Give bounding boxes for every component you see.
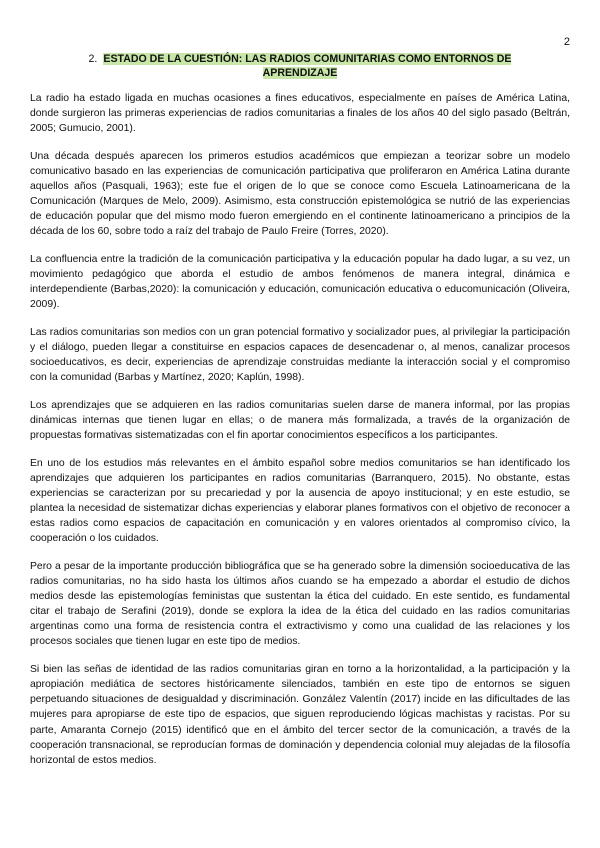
paragraph: Una década después aparecen los primeros estudios académicos que empiezan a teorizar sobre un modelo comunicativo basado en las experiencias de comunicación participativa que proliferaron en América Latina durante aquellos años (Pasquali, 1963); este fue el origen de lo que se conoce como Escuela Latinoamericana de la Comunicación (Marques de Melo, 2009). Asimismo, esta construcción epistemológica se nutrió de las experiencias de educación popular que del mismo modo fueron emergiendo en el continente latinoamericano a principios de la década de los 60, sobre todo a raíz del trabajo de Paulo Freire (Torres, 2020). <box>30 150 570 238</box>
section-heading <box>30 52 570 80</box>
section-title-line-2: APRENDIZAJE <box>262 67 338 79</box>
section-number: 2. <box>88 53 98 65</box>
paragraph: La radio ha estado ligada en muchas ocasiones a fines educativos, especialmente en países de América Latina, donde surgieron las primeras experiencias de radios comunitarias a finales de los años 40 del siglo pasado (Beltrán, 2005; Gumucio, 2001). <box>30 93 570 135</box>
paragraph: Si bien las señas de identidad de las radios comunitarias giran en torno a la horizontalidad, a la participación y la apropiación mediática de sectores históricamente silenciados, también en este tipo de entornos se siguen perpetuando situaciones de desigualdad y discriminación. González Valentín (2017) incide en las dificultades de las mujeres para apropiarse de este tipo de espacios, que siguen reproduciendo lógicas machistas y racistas. Por su parte, Amaranta Cornejo (2015) identificó que en el ámbito del tercer sector de la comunicación, a través de la cooperación transnacional, se reproducían formas de dominación y dependencia colonial muy alejadas de la filosofía horizontal de estos medios. <box>30 664 570 766</box>
paragraph: Las radios comunitarias son medios con un gran potencial formativo y socializador pues, al privilegiar la participación y el diálogo, pueden llegar a constituirse en espacios capaces de desencadenar o, al menos, canalizar procesos socioeducativos, es decir, experiencias de aprendizaje construidas mediante la interacción social y el compromiso con la comunidad (Barbas y Martínez, 2020; Kaplún, 1998). <box>30 327 570 384</box>
paragraph: Pero a pesar de la importante producción bibliográfica que se ha generado sobre la dimensión socioeducativa de las radios comunitarias, no ha sido hasta los últimos años cuando se ha empezado a abordar el estudio de dichos medios desde las epistemologías feministas que sustentan la ética del cuidado. En este sentido, es fundamental citar el trabajo de Serafini (2019), donde se explora la idea de la ética del cuidado en las radios comunitarias argentinas como una forma de resistencia contra el extractivismo y como una cualidad de las relaciones y los procesos sociales que tienen lugar en este tipo de medios. <box>30 561 570 648</box>
section-title-line-1: ESTADO DE LA CUESTIÓN: LAS RADIOS COMUNITARIAS COMO ENTORNOS DE <box>103 53 512 65</box>
paragraph: La confluencia entre la tradición de la comunicación participativa y la educación popular ha dado lugar, a su vez, un movimiento pedagógico que aborda el estudio de ambos fenómenos de manera integral, dinámica e interdependiente (Barbas,2020): la comunicación y educación, comunicación educativa o educomunicación (Oliveira, 2009). <box>30 254 570 311</box>
page-number: 2 <box>563 36 570 48</box>
paragraph: En uno de los estudios más relevantes en el ámbito español sobre medios comunitarios se han identificado los aprendizajes que adquieren los participantes en radios comunitarias (Barranquero, 2015). No obstante, estas experiencias se caracterizan por su precariedad y por la ausencia de apoyo institucional; y en este estudio, se plantea la necesidad de sistematizar dichas experiencias y elaborar planes formativos con el objetivo de reconocer a estas radios como espacios de capacitación en comunicación y en valores orientados al compromiso cívico, la cooperación o los cuidados. <box>30 457 570 545</box>
body-text <box>30 91 570 780</box>
paragraph: Los aprendizajes que se adquieren en las radios comunitarias suelen darse de manera informal, por las propias dinámicas internas que tienen lugar en ellas; o de manera más formalizada, a través de la organización de propuestas formativas sistematizadas con el fin aportar conocimientos específicos a los participantes. <box>30 399 570 442</box>
